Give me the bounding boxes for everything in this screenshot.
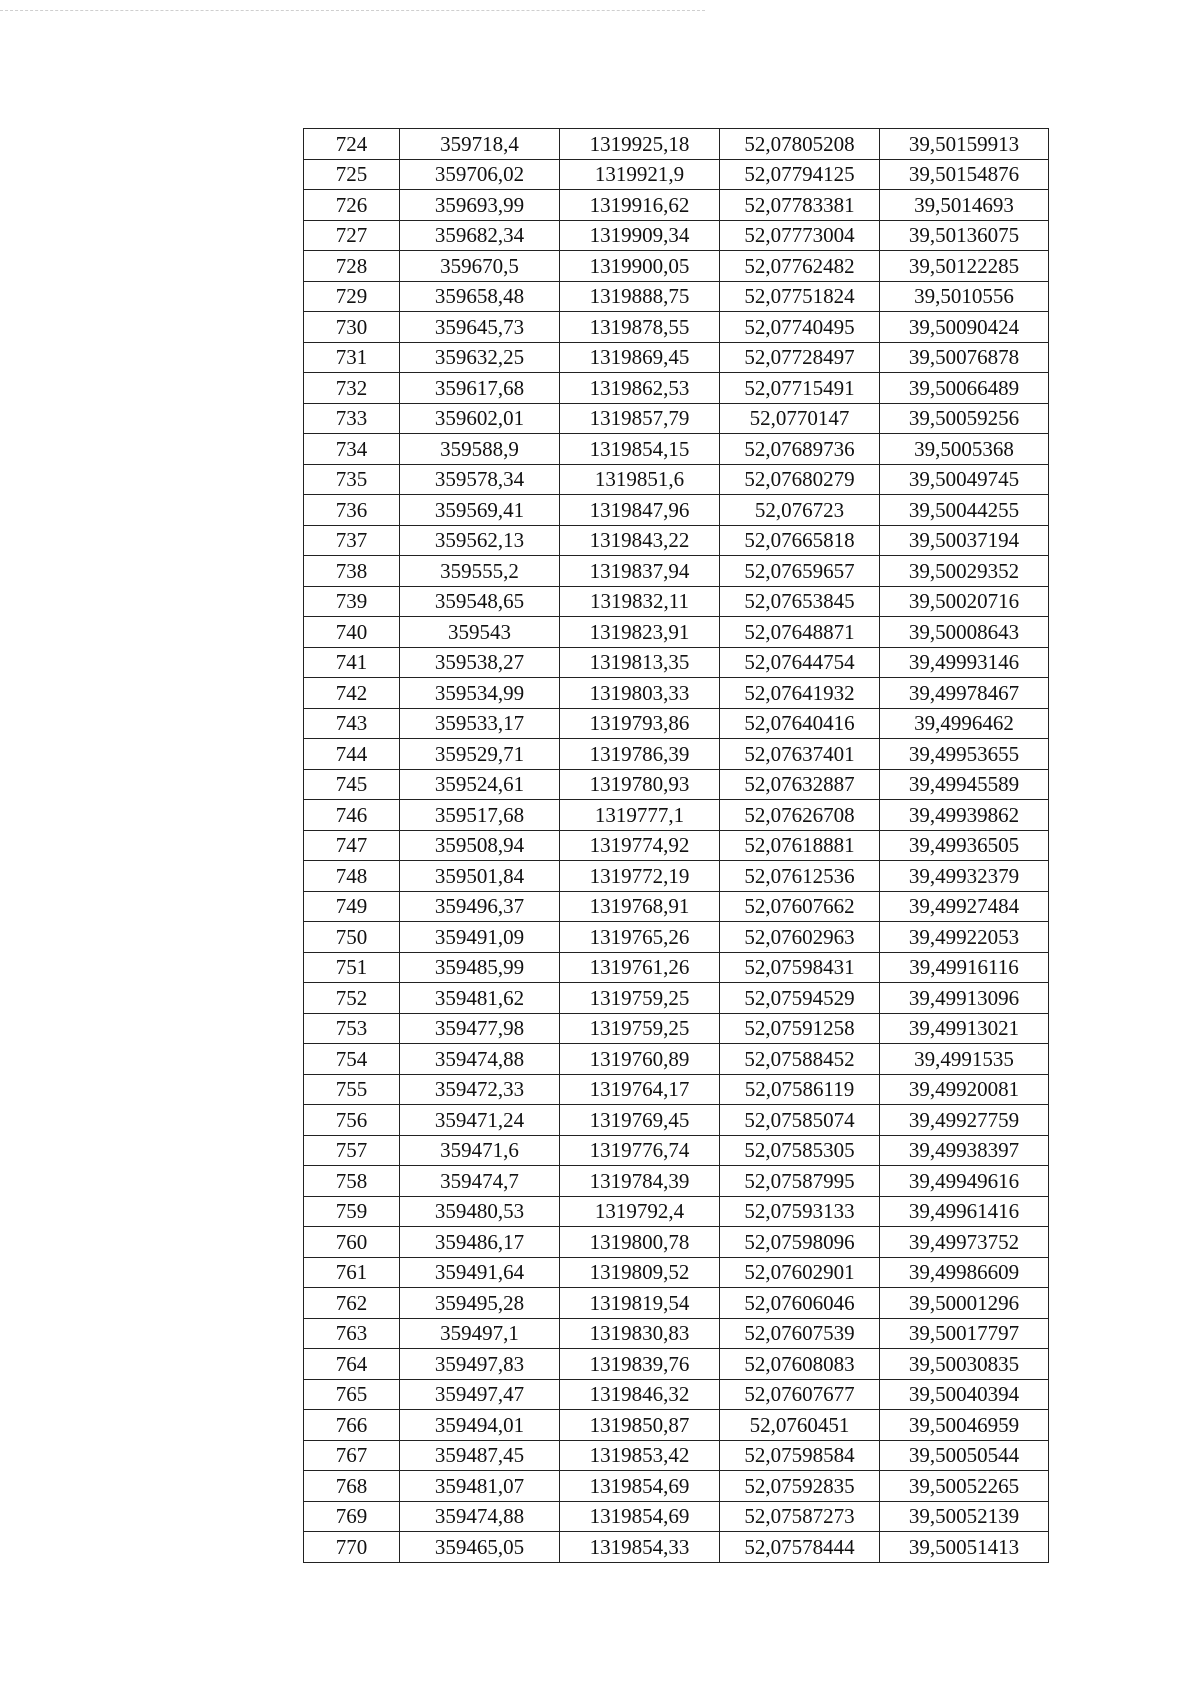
x-coordinate-cell: 359494,01	[400, 1410, 560, 1441]
table-row	[304, 190, 1049, 221]
y-coordinate-cell: 1319832,11	[560, 586, 720, 617]
x-coordinate-cell: 359658,48	[400, 281, 560, 312]
longitude-cell: 39,4991535	[880, 1044, 1049, 1075]
y-coordinate-cell: 1319780,93	[560, 769, 720, 800]
latitude-cell: 52,07607539	[720, 1318, 880, 1349]
x-coordinate-cell: 359474,7	[400, 1166, 560, 1197]
table-row	[304, 1471, 1049, 1502]
x-coordinate-cell: 359517,68	[400, 800, 560, 831]
table-row	[304, 495, 1049, 526]
point-number-cell: 766	[304, 1410, 400, 1441]
longitude-cell: 39,50076878	[880, 342, 1049, 373]
x-coordinate-cell: 359632,25	[400, 342, 560, 373]
table-row	[304, 952, 1049, 983]
table-row	[304, 1532, 1049, 1563]
table-row	[304, 403, 1049, 434]
point-number-cell: 739	[304, 586, 400, 617]
y-coordinate-cell: 1319761,26	[560, 952, 720, 983]
y-coordinate-cell: 1319888,75	[560, 281, 720, 312]
y-coordinate-cell: 1319776,74	[560, 1135, 720, 1166]
x-coordinate-cell: 359474,88	[400, 1044, 560, 1075]
longitude-cell: 39,49978467	[880, 678, 1049, 709]
latitude-cell: 52,07598431	[720, 952, 880, 983]
table-row	[304, 1074, 1049, 1105]
x-coordinate-cell: 359562,13	[400, 525, 560, 556]
latitude-cell: 52,07665818	[720, 525, 880, 556]
y-coordinate-cell: 1319925,18	[560, 129, 720, 160]
x-coordinate-cell: 359693,99	[400, 190, 560, 221]
table-row	[304, 1318, 1049, 1349]
table-row	[304, 1227, 1049, 1258]
x-coordinate-cell: 359533,17	[400, 708, 560, 739]
x-coordinate-cell: 359491,09	[400, 922, 560, 953]
y-coordinate-cell: 1319839,76	[560, 1349, 720, 1380]
y-coordinate-cell: 1319909,34	[560, 220, 720, 251]
latitude-cell: 52,07640416	[720, 708, 880, 739]
point-number-cell: 726	[304, 190, 400, 221]
x-coordinate-cell: 359529,71	[400, 739, 560, 770]
table-row	[304, 586, 1049, 617]
longitude-cell: 39,49986609	[880, 1257, 1049, 1288]
latitude-cell: 52,07773004	[720, 220, 880, 251]
table-row	[304, 922, 1049, 953]
point-number-cell: 749	[304, 891, 400, 922]
longitude-cell: 39,50008643	[880, 617, 1049, 648]
latitude-cell: 52,07602963	[720, 922, 880, 953]
point-number-cell: 727	[304, 220, 400, 251]
table-row	[304, 556, 1049, 587]
latitude-cell: 52,07587995	[720, 1166, 880, 1197]
point-number-cell: 763	[304, 1318, 400, 1349]
coordinates-table	[303, 128, 1049, 1563]
y-coordinate-cell: 1319921,9	[560, 159, 720, 190]
y-coordinate-cell: 1319786,39	[560, 739, 720, 770]
x-coordinate-cell: 359497,47	[400, 1379, 560, 1410]
x-coordinate-cell: 359496,37	[400, 891, 560, 922]
longitude-cell: 39,50029352	[880, 556, 1049, 587]
table-row	[304, 1349, 1049, 1380]
latitude-cell: 52,07587273	[720, 1501, 880, 1532]
table-row	[304, 1257, 1049, 1288]
table-row	[304, 830, 1049, 861]
point-number-cell: 736	[304, 495, 400, 526]
longitude-cell: 39,50040394	[880, 1379, 1049, 1410]
y-coordinate-cell: 1319759,25	[560, 1013, 720, 1044]
x-coordinate-cell: 359495,28	[400, 1288, 560, 1319]
x-coordinate-cell: 359543	[400, 617, 560, 648]
longitude-cell: 39,50051413	[880, 1532, 1049, 1563]
x-coordinate-cell: 359497,83	[400, 1349, 560, 1380]
longitude-cell: 39,49932379	[880, 861, 1049, 892]
table-row	[304, 1196, 1049, 1227]
y-coordinate-cell: 1319878,55	[560, 312, 720, 343]
y-coordinate-cell: 1319777,1	[560, 800, 720, 831]
point-number-cell: 758	[304, 1166, 400, 1197]
latitude-cell: 52,07607662	[720, 891, 880, 922]
x-coordinate-cell: 359481,62	[400, 983, 560, 1014]
point-number-cell: 767	[304, 1440, 400, 1471]
latitude-cell: 52,076723	[720, 495, 880, 526]
longitude-cell: 39,49927759	[880, 1105, 1049, 1136]
point-number-cell: 768	[304, 1471, 400, 1502]
x-coordinate-cell: 359501,84	[400, 861, 560, 892]
x-coordinate-cell: 359670,5	[400, 251, 560, 282]
x-coordinate-cell: 359524,61	[400, 769, 560, 800]
latitude-cell: 52,07715491	[720, 373, 880, 404]
point-number-cell: 746	[304, 800, 400, 831]
x-coordinate-cell: 359474,88	[400, 1501, 560, 1532]
table-row	[304, 1379, 1049, 1410]
table-row	[304, 434, 1049, 465]
table-row	[304, 1440, 1049, 1471]
longitude-cell: 39,50046959	[880, 1410, 1049, 1441]
table-row	[304, 1501, 1049, 1532]
point-number-cell: 770	[304, 1532, 400, 1563]
x-coordinate-cell: 359682,34	[400, 220, 560, 251]
latitude-cell: 52,07689736	[720, 434, 880, 465]
latitude-cell: 52,07618881	[720, 830, 880, 861]
latitude-cell: 52,07794125	[720, 159, 880, 190]
x-coordinate-cell: 359578,34	[400, 464, 560, 495]
point-number-cell: 729	[304, 281, 400, 312]
x-coordinate-cell: 359481,07	[400, 1471, 560, 1502]
longitude-cell: 39,50052139	[880, 1501, 1049, 1532]
y-coordinate-cell: 1319769,45	[560, 1105, 720, 1136]
y-coordinate-cell: 1319800,78	[560, 1227, 720, 1258]
longitude-cell: 39,5014693	[880, 190, 1049, 221]
longitude-cell: 39,50066489	[880, 373, 1049, 404]
longitude-cell: 39,49920081	[880, 1074, 1049, 1105]
latitude-cell: 52,07607677	[720, 1379, 880, 1410]
longitude-cell: 39,50136075	[880, 220, 1049, 251]
longitude-cell: 39,50059256	[880, 403, 1049, 434]
latitude-cell: 52,07751824	[720, 281, 880, 312]
table-row	[304, 739, 1049, 770]
x-coordinate-cell: 359485,99	[400, 952, 560, 983]
latitude-cell: 52,07653845	[720, 586, 880, 617]
latitude-cell: 52,07585074	[720, 1105, 880, 1136]
latitude-cell: 52,07594529	[720, 983, 880, 1014]
coordinates-table-body	[304, 129, 1049, 1563]
y-coordinate-cell: 1319850,87	[560, 1410, 720, 1441]
table-row	[304, 861, 1049, 892]
y-coordinate-cell: 1319765,26	[560, 922, 720, 953]
longitude-cell: 39,49953655	[880, 739, 1049, 770]
point-number-cell: 725	[304, 159, 400, 190]
point-number-cell: 757	[304, 1135, 400, 1166]
latitude-cell: 52,07602901	[720, 1257, 880, 1288]
longitude-cell: 39,49922053	[880, 922, 1049, 953]
y-coordinate-cell: 1319803,33	[560, 678, 720, 709]
point-number-cell: 760	[304, 1227, 400, 1258]
longitude-cell: 39,50052265	[880, 1471, 1049, 1502]
x-coordinate-cell: 359602,01	[400, 403, 560, 434]
x-coordinate-cell: 359491,64	[400, 1257, 560, 1288]
table-row	[304, 281, 1049, 312]
table-row	[304, 1166, 1049, 1197]
longitude-cell: 39,49913096	[880, 983, 1049, 1014]
y-coordinate-cell: 1319772,19	[560, 861, 720, 892]
point-number-cell: 738	[304, 556, 400, 587]
y-coordinate-cell: 1319759,25	[560, 983, 720, 1014]
x-coordinate-cell: 359465,05	[400, 1532, 560, 1563]
point-number-cell: 765	[304, 1379, 400, 1410]
y-coordinate-cell: 1319869,45	[560, 342, 720, 373]
longitude-cell: 39,49936505	[880, 830, 1049, 861]
latitude-cell: 52,07762482	[720, 251, 880, 282]
point-number-cell: 741	[304, 647, 400, 678]
longitude-cell: 39,50017797	[880, 1318, 1049, 1349]
point-number-cell: 759	[304, 1196, 400, 1227]
table-row	[304, 647, 1049, 678]
table-row	[304, 1105, 1049, 1136]
table-row	[304, 1135, 1049, 1166]
point-number-cell: 762	[304, 1288, 400, 1319]
latitude-cell: 52,07598096	[720, 1227, 880, 1258]
longitude-cell: 39,50122285	[880, 251, 1049, 282]
point-number-cell: 734	[304, 434, 400, 465]
longitude-cell: 39,49973752	[880, 1227, 1049, 1258]
y-coordinate-cell: 1319846,32	[560, 1379, 720, 1410]
point-number-cell: 743	[304, 708, 400, 739]
longitude-cell: 39,50049745	[880, 464, 1049, 495]
point-number-cell: 764	[304, 1349, 400, 1380]
point-number-cell: 730	[304, 312, 400, 343]
latitude-cell: 52,07641932	[720, 678, 880, 709]
latitude-cell: 52,07626708	[720, 800, 880, 831]
x-coordinate-cell: 359534,99	[400, 678, 560, 709]
table-row	[304, 769, 1049, 800]
point-number-cell: 732	[304, 373, 400, 404]
longitude-cell: 39,50020716	[880, 586, 1049, 617]
y-coordinate-cell: 1319823,91	[560, 617, 720, 648]
latitude-cell: 52,07632887	[720, 769, 880, 800]
latitude-cell: 52,07598584	[720, 1440, 880, 1471]
latitude-cell: 52,07608083	[720, 1349, 880, 1380]
longitude-cell: 39,50037194	[880, 525, 1049, 556]
x-coordinate-cell: 359477,98	[400, 1013, 560, 1044]
latitude-cell: 52,07586119	[720, 1074, 880, 1105]
latitude-cell: 52,07648871	[720, 617, 880, 648]
x-coordinate-cell: 359548,65	[400, 586, 560, 617]
table-row	[304, 342, 1049, 373]
longitude-cell: 39,49993146	[880, 647, 1049, 678]
table-row	[304, 891, 1049, 922]
longitude-cell: 39,49913021	[880, 1013, 1049, 1044]
table-row	[304, 983, 1049, 1014]
y-coordinate-cell: 1319853,42	[560, 1440, 720, 1471]
table-row	[304, 678, 1049, 709]
point-number-cell: 754	[304, 1044, 400, 1075]
y-coordinate-cell: 1319900,05	[560, 251, 720, 282]
table-row	[304, 708, 1049, 739]
y-coordinate-cell: 1319851,6	[560, 464, 720, 495]
point-number-cell: 744	[304, 739, 400, 770]
table-row	[304, 1288, 1049, 1319]
longitude-cell: 39,50050544	[880, 1440, 1049, 1471]
point-number-cell: 737	[304, 525, 400, 556]
table-row	[304, 525, 1049, 556]
longitude-cell: 39,49939862	[880, 800, 1049, 831]
point-number-cell: 755	[304, 1074, 400, 1105]
latitude-cell: 52,07659657	[720, 556, 880, 587]
latitude-cell: 52,07592835	[720, 1471, 880, 1502]
x-coordinate-cell: 359555,2	[400, 556, 560, 587]
longitude-cell: 39,50044255	[880, 495, 1049, 526]
y-coordinate-cell: 1319784,39	[560, 1166, 720, 1197]
table-row	[304, 129, 1049, 160]
point-number-cell: 756	[304, 1105, 400, 1136]
longitude-cell: 39,4996462	[880, 708, 1049, 739]
x-coordinate-cell: 359588,9	[400, 434, 560, 465]
longitude-cell: 39,50159913	[880, 129, 1049, 160]
x-coordinate-cell: 359486,17	[400, 1227, 560, 1258]
table-row	[304, 1410, 1049, 1441]
x-coordinate-cell: 359538,27	[400, 647, 560, 678]
latitude-cell: 52,0770147	[720, 403, 880, 434]
latitude-cell: 52,07591258	[720, 1013, 880, 1044]
point-number-cell: 769	[304, 1501, 400, 1532]
point-number-cell: 745	[304, 769, 400, 800]
latitude-cell: 52,07728497	[720, 342, 880, 373]
y-coordinate-cell: 1319764,17	[560, 1074, 720, 1105]
table-row	[304, 800, 1049, 831]
longitude-cell: 39,5005368	[880, 434, 1049, 465]
y-coordinate-cell: 1319854,33	[560, 1532, 720, 1563]
y-coordinate-cell: 1319843,22	[560, 525, 720, 556]
table-row	[304, 373, 1049, 404]
x-coordinate-cell: 359569,41	[400, 495, 560, 526]
longitude-cell: 39,49949616	[880, 1166, 1049, 1197]
x-coordinate-cell: 359472,33	[400, 1074, 560, 1105]
latitude-cell: 52,07578444	[720, 1532, 880, 1563]
latitude-cell: 52,07783381	[720, 190, 880, 221]
y-coordinate-cell: 1319854,69	[560, 1501, 720, 1532]
x-coordinate-cell: 359487,45	[400, 1440, 560, 1471]
coordinates-table-container	[303, 128, 1048, 1563]
x-coordinate-cell: 359471,6	[400, 1135, 560, 1166]
latitude-cell: 52,07740495	[720, 312, 880, 343]
point-number-cell: 735	[304, 464, 400, 495]
point-number-cell: 728	[304, 251, 400, 282]
table-row	[304, 1013, 1049, 1044]
latitude-cell: 52,07585305	[720, 1135, 880, 1166]
y-coordinate-cell: 1319830,83	[560, 1318, 720, 1349]
longitude-cell: 39,50090424	[880, 312, 1049, 343]
point-number-cell: 740	[304, 617, 400, 648]
point-number-cell: 751	[304, 952, 400, 983]
x-coordinate-cell: 359718,4	[400, 129, 560, 160]
y-coordinate-cell: 1319768,91	[560, 891, 720, 922]
latitude-cell: 52,07593133	[720, 1196, 880, 1227]
point-number-cell: 731	[304, 342, 400, 373]
table-row	[304, 464, 1049, 495]
point-number-cell: 724	[304, 129, 400, 160]
longitude-cell: 39,50001296	[880, 1288, 1049, 1319]
latitude-cell: 52,07805208	[720, 129, 880, 160]
x-coordinate-cell: 359508,94	[400, 830, 560, 861]
y-coordinate-cell: 1319916,62	[560, 190, 720, 221]
point-number-cell: 752	[304, 983, 400, 1014]
point-number-cell: 750	[304, 922, 400, 953]
x-coordinate-cell: 359645,73	[400, 312, 560, 343]
x-coordinate-cell: 359480,53	[400, 1196, 560, 1227]
point-number-cell: 761	[304, 1257, 400, 1288]
longitude-cell: 39,49916116	[880, 952, 1049, 983]
y-coordinate-cell: 1319862,53	[560, 373, 720, 404]
point-number-cell: 748	[304, 861, 400, 892]
y-coordinate-cell: 1319854,69	[560, 1471, 720, 1502]
latitude-cell: 52,07606046	[720, 1288, 880, 1319]
scan-artifact-line	[0, 10, 705, 11]
latitude-cell: 52,07637401	[720, 739, 880, 770]
point-number-cell: 742	[304, 678, 400, 709]
point-number-cell: 747	[304, 830, 400, 861]
latitude-cell: 52,0760451	[720, 1410, 880, 1441]
y-coordinate-cell: 1319854,15	[560, 434, 720, 465]
table-row	[304, 220, 1049, 251]
y-coordinate-cell: 1319847,96	[560, 495, 720, 526]
y-coordinate-cell: 1319837,94	[560, 556, 720, 587]
y-coordinate-cell: 1319774,92	[560, 830, 720, 861]
latitude-cell: 52,07588452	[720, 1044, 880, 1075]
point-number-cell: 753	[304, 1013, 400, 1044]
table-row	[304, 1044, 1049, 1075]
table-row	[304, 312, 1049, 343]
table-row	[304, 251, 1049, 282]
longitude-cell: 39,49961416	[880, 1196, 1049, 1227]
table-row	[304, 159, 1049, 190]
y-coordinate-cell: 1319792,4	[560, 1196, 720, 1227]
longitude-cell: 39,5010556	[880, 281, 1049, 312]
y-coordinate-cell: 1319857,79	[560, 403, 720, 434]
latitude-cell: 52,07680279	[720, 464, 880, 495]
x-coordinate-cell: 359471,24	[400, 1105, 560, 1136]
y-coordinate-cell: 1319809,52	[560, 1257, 720, 1288]
x-coordinate-cell: 359706,02	[400, 159, 560, 190]
y-coordinate-cell: 1319819,54	[560, 1288, 720, 1319]
y-coordinate-cell: 1319813,35	[560, 647, 720, 678]
x-coordinate-cell: 359497,1	[400, 1318, 560, 1349]
longitude-cell: 39,49945589	[880, 769, 1049, 800]
table-row	[304, 617, 1049, 648]
y-coordinate-cell: 1319793,86	[560, 708, 720, 739]
latitude-cell: 52,07612536	[720, 861, 880, 892]
point-number-cell: 733	[304, 403, 400, 434]
longitude-cell: 39,49927484	[880, 891, 1049, 922]
longitude-cell: 39,49938397	[880, 1135, 1049, 1166]
longitude-cell: 39,50030835	[880, 1349, 1049, 1380]
x-coordinate-cell: 359617,68	[400, 373, 560, 404]
longitude-cell: 39,50154876	[880, 159, 1049, 190]
y-coordinate-cell: 1319760,89	[560, 1044, 720, 1075]
latitude-cell: 52,07644754	[720, 647, 880, 678]
